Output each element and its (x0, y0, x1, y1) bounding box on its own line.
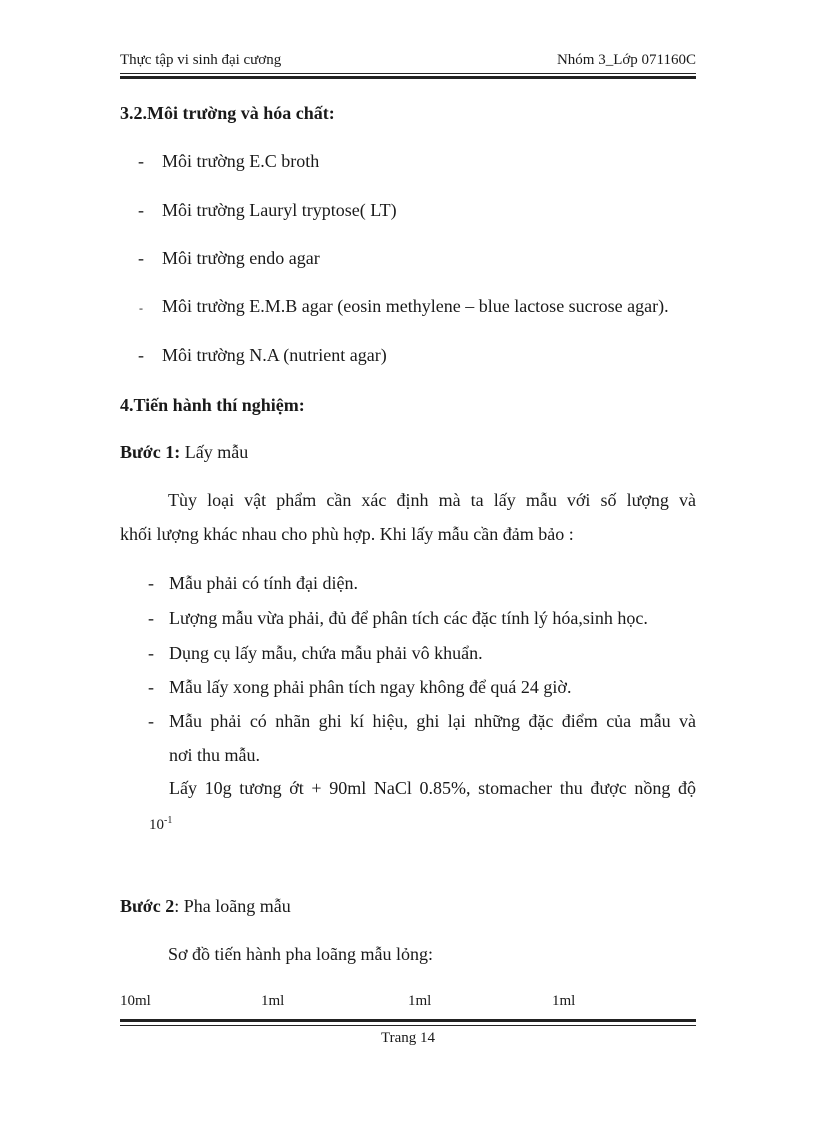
diagram-caption: Sơ đồ tiến hành pha loãng mẫu lỏng: (168, 944, 433, 964)
section-heading: 3.2.Môi trường và hóa chất: (120, 103, 335, 123)
footer-rule-thin (120, 1025, 696, 1026)
step-2-heading (120, 896, 291, 917)
list-item: Môi trường N.A (nutrient agar) (162, 345, 387, 365)
step-2-label: Bước 2 (120, 896, 175, 916)
paragraph-line: Tùy loại vật phẩm cần xác định mà ta lấy mẫu với số lượng và (168, 490, 696, 510)
header-left: Thực tập vi sinh đại cương (120, 52, 282, 68)
step-1-heading (120, 442, 248, 463)
list-item: Mẫu lấy xong phải phân tích ngay không để quá 24 giờ. (169, 677, 572, 697)
list-dash: - (138, 151, 144, 171)
step-1-label: Bước 1: (120, 442, 181, 462)
list-dash: - (148, 677, 154, 697)
list-dash: - (139, 301, 143, 315)
list-item: Mẫu phải có tính đại diện. (169, 573, 358, 593)
step-2-title: : Pha loãng mẫu (174, 896, 291, 916)
list-item: Mẫu phải có nhãn ghi kí hiệu, ghi lại những đặc điểm của mẫu và (169, 711, 696, 731)
sample-prep-line: Lấy 10g tương ớt + 90ml NaCl 0.85%, stomacher thu được nồng độ (169, 778, 696, 798)
header-rule-thick (120, 76, 696, 79)
list-dash: - (138, 248, 144, 268)
concentration-base: 10 (149, 817, 164, 833)
list-dash: - (148, 608, 154, 628)
section-heading: 4.Tiến hành thí nghiệm: (120, 395, 305, 415)
list-item: Môi trường E.C broth (162, 151, 320, 171)
list-item: Dụng cụ lấy mẫu, chứa mẫu phải vô khuẩn. (169, 643, 483, 663)
page-number: Trang 14 (380, 1030, 436, 1046)
footer-rule-thick (120, 1019, 696, 1022)
list-item: Lượng mẫu vừa phải, đủ để phân tích các đặc tính lý hóa,sinh học. (169, 608, 648, 628)
header-rule-thin (120, 73, 696, 74)
header-right: Nhóm 3_Lớp 071160C (556, 52, 696, 68)
step-1-title: Lấy mẫu (184, 442, 249, 462)
list-dash: - (148, 573, 154, 593)
concentration-exponent: -1 (164, 815, 173, 826)
volume-label: 1ml (408, 993, 432, 1009)
volume-label: 10ml (120, 993, 151, 1009)
list-item-continued: nơi thu mẫu. (169, 745, 261, 765)
volume-label: 1ml (552, 993, 576, 1009)
list-dash: - (138, 345, 144, 365)
list-item: Môi trường endo agar (162, 248, 320, 268)
list-item: Môi trường E.M.B agar (eosin methylene – blue lactose sucrose agar). (162, 296, 669, 316)
list-dash: - (148, 711, 154, 731)
list-item: Môi trường Lauryl tryptose( LT) (162, 200, 397, 220)
volume-label: 1ml (261, 993, 285, 1009)
paragraph-line: khối lượng khác nhau cho phù hợp. Khi lấy mẫu cần đảm bảo : (120, 524, 574, 544)
list-dash: - (148, 643, 154, 663)
list-dash: - (138, 200, 144, 220)
concentration-value (149, 815, 172, 834)
